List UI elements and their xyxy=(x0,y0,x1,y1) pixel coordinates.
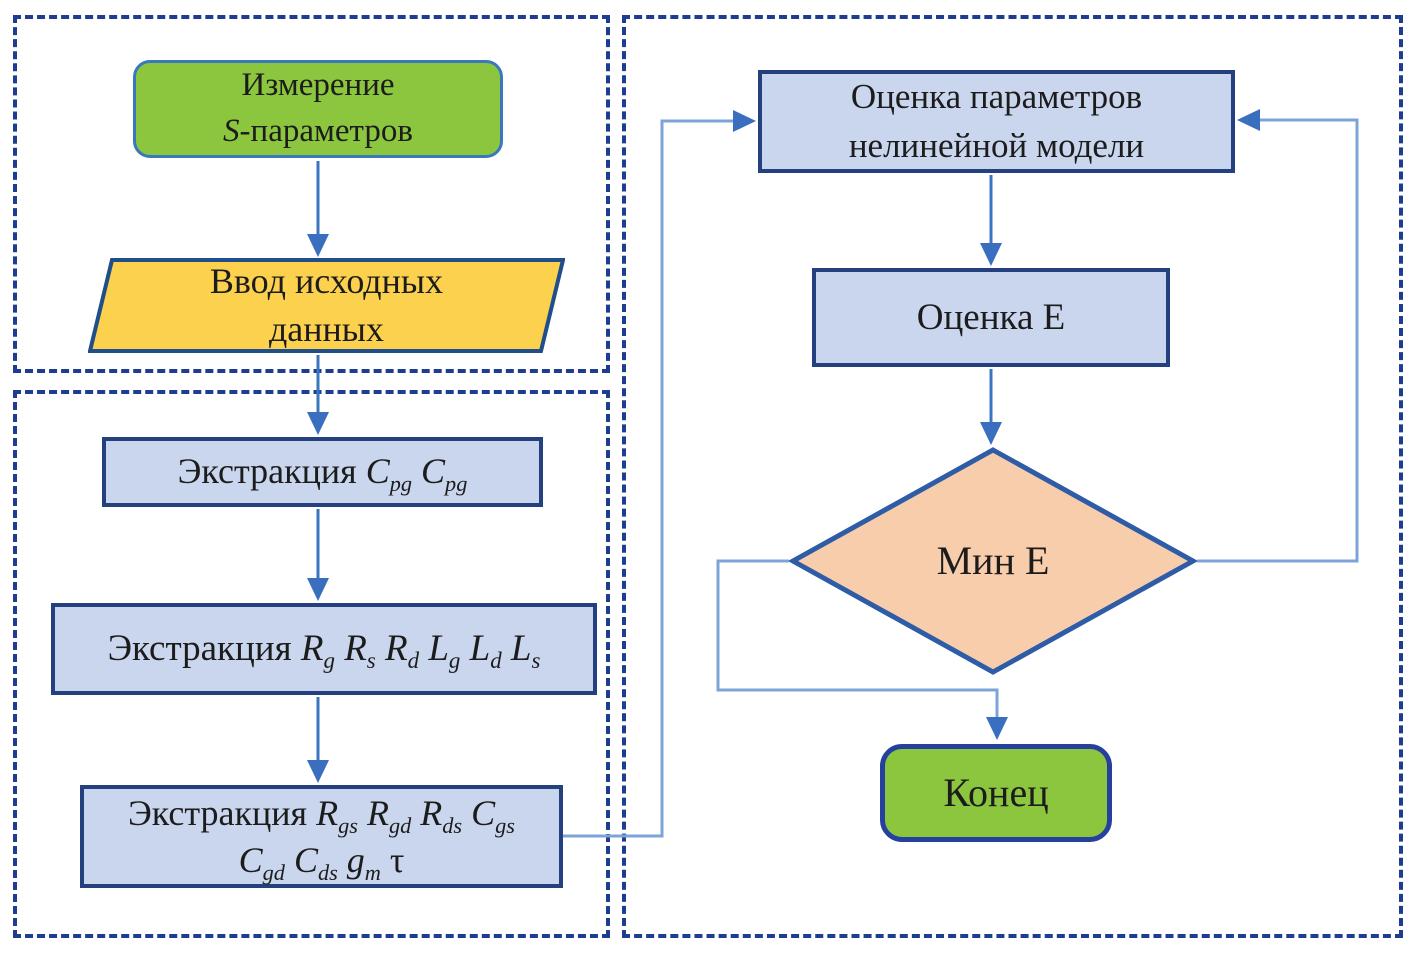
start-node-line1: Измерение xyxy=(241,67,395,104)
io-parallelogram xyxy=(88,258,565,353)
extract-rl-label: Экстракция $R_g$ $R_s$ $R_d$ $L_g$ $L_d$ $L_s$ xyxy=(107,628,541,674)
estimate-params-line1: Оценка параметров xyxy=(850,77,1143,117)
start-node xyxy=(133,60,503,158)
extract-rc-line2: $C_{gd}$ $C_{ds}$ $g_m$ τ xyxy=(238,839,405,885)
estimate-e-node xyxy=(812,268,1170,367)
extract-rl-node xyxy=(51,603,597,695)
extract-cpg-label: Экстракция $C_{pg}$ $C_{pg}$ xyxy=(177,451,468,496)
end-node xyxy=(880,744,1112,842)
io-node-line1: Ввод исходных xyxy=(209,260,444,301)
io-node-line2: данных xyxy=(268,308,384,349)
end-node-label: Конец xyxy=(943,770,1049,816)
min-e-decision xyxy=(789,447,1197,675)
extract-rc-line1: Экстракция $R_{gs}$ $R_{gd}$ $R_{ds}$ $C_{gs}$ xyxy=(128,793,515,839)
extract-rc-node xyxy=(80,785,563,888)
estimate-params-line2: нелинейной модели xyxy=(848,125,1145,165)
extract-cpg-node xyxy=(102,437,543,507)
estimate-params-node xyxy=(758,70,1235,173)
start-node-line2: S-параметров xyxy=(223,113,413,149)
min-e-label: Мин E xyxy=(936,537,1050,583)
estimate-e-label: Оценка E xyxy=(916,296,1066,338)
